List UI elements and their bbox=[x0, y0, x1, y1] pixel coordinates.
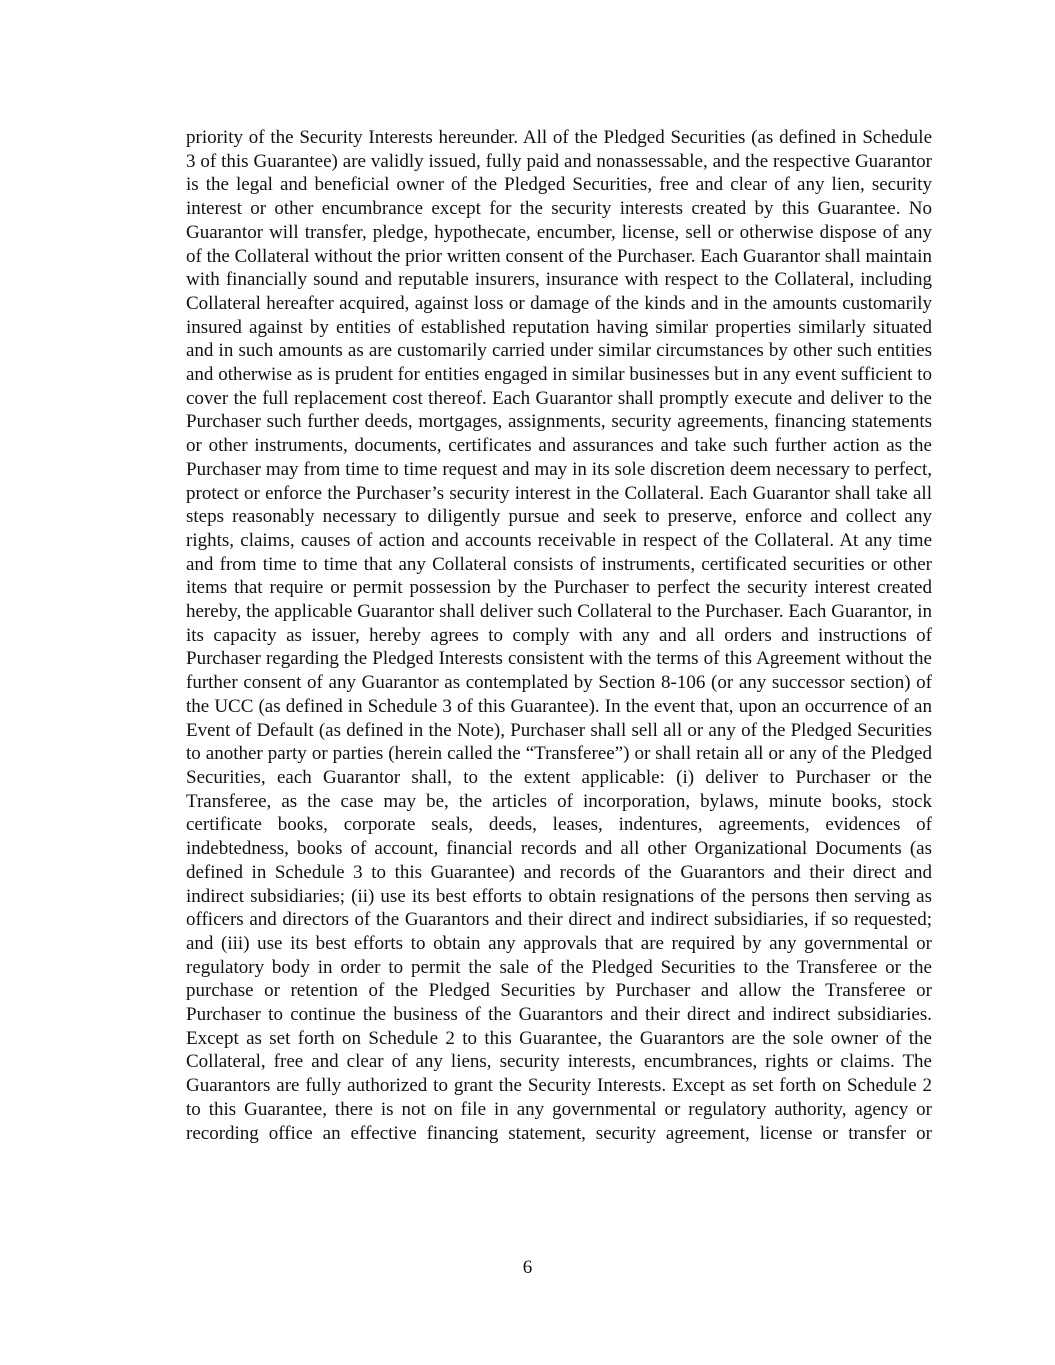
page-number: 6 bbox=[522, 1257, 533, 1278]
body-paragraph: priority of the Security Interests hereunder. All of the Pledged Securities (as defined in Schedule 3 of this Guarantee) are validly issued, fully paid and nonassessable, and the respective Guarantor is the legal and beneficial owner of the Pledged Securities, free and clear of any lien, security interest or other encumbrance except for the security interests created by this Guarantee. No Guarantor will transfer, pledge, hypothecate, encumber, license, sell or otherwise dispose of any of the Collateral without the prior written consent of the Purchaser. Each Guarantor shall maintain with financially sound and reputable insurers, insurance with respect to the Collateral, including Collateral hereafter acquired, against loss or damage of the kinds and in the amounts customarily insured against by entities of established reputation having similar properties similarly situated and in such amounts as are customarily carried under similar circumstances by other such entities and otherwise as is prudent for entities engaged in similar businesses but in any event sufficient to cover the full replacement cost thereof. Each Guarantor shall promptly execute and deliver to the Purchaser such further deeds, mortgages, assignments, security agreements, financing statements or other instruments, documents, certificates and assurances and take such further action as the Purchaser may from time to time request and may in its sole discretion deem necessary to perfect, protect or enforce the Purchaser’s security interest in the Collateral. Each Guarantor shall take all steps reasonably necessary to diligently pursue and seek to preserve, enforce and collect any rights, claims, causes of action and accounts receivable in respect of the Collateral. At any time and from time to time that any Collateral consists of instruments, certificated securities or other items that require or permit possession by the Purchaser to perfect the security interest created hereby, the applicable Guarantor shall deliver such Collateral to the Purchaser. Each Guarantor, in its capacity as issuer, hereby agrees to comply with any and all orders and instructions of Purchaser regarding the Pledged Interests consistent with the terms of this Agreement without the further consent of any Guarantor as contemplated by Section 8-106 (or any successor section) of the UCC (as defined in Schedule 3 of this Guarantee). In the event that, upon an occurrence of an Event of Default (as defined in the Note), Purchaser shall sell all or any of the Pledged Securities to another party or parties (herein called the “Transferee”) or shall retain all or any of the Pledged Securities, each Guarantor shall, to the extent applicable: (i) deliver to Purchaser or the Transferee, as the case may be, the articles of incorporation, bylaws, minute books, stock certificate books, corporate seals, deeds, leases, indentures, agreements, evidences of indebtedness, books of account, financial records and all other Organizational Documents (as defined in Schedule 3 to this Guarantee) and records of the Guarantors and their direct and indirect subsidiaries; (ii) use its best efforts to obtain resignations of the persons then serving as officers and directors of the Guarantors and their direct and indirect subsidiaries, if so requested; and (iii) use its best efforts to obtain any approvals that are required by any governmental or regulatory body in order to permit the sale of the Pledged Securities to the Transferee or the purchase or retention of the Pledged Securities by Purchaser and allow the Transferee or Purchaser to continue the business of the Guarantors and their direct and indirect subsidiaries. Except as set forth on Schedule 2 to this Guarantee, the Guarantors are the sole owner of the Collateral, free and clear of any liens, security interests, encumbrances, rights or claims. The Guarantors are fully authorized to grant the Security Interests. Except as set forth on Schedule 2 to this Guarantee, there is not on file in any governmental or regulatory authority, agency or recording office an effective financing statement, security agreement, license or transfer or bbox=[186, 127, 932, 1144]
